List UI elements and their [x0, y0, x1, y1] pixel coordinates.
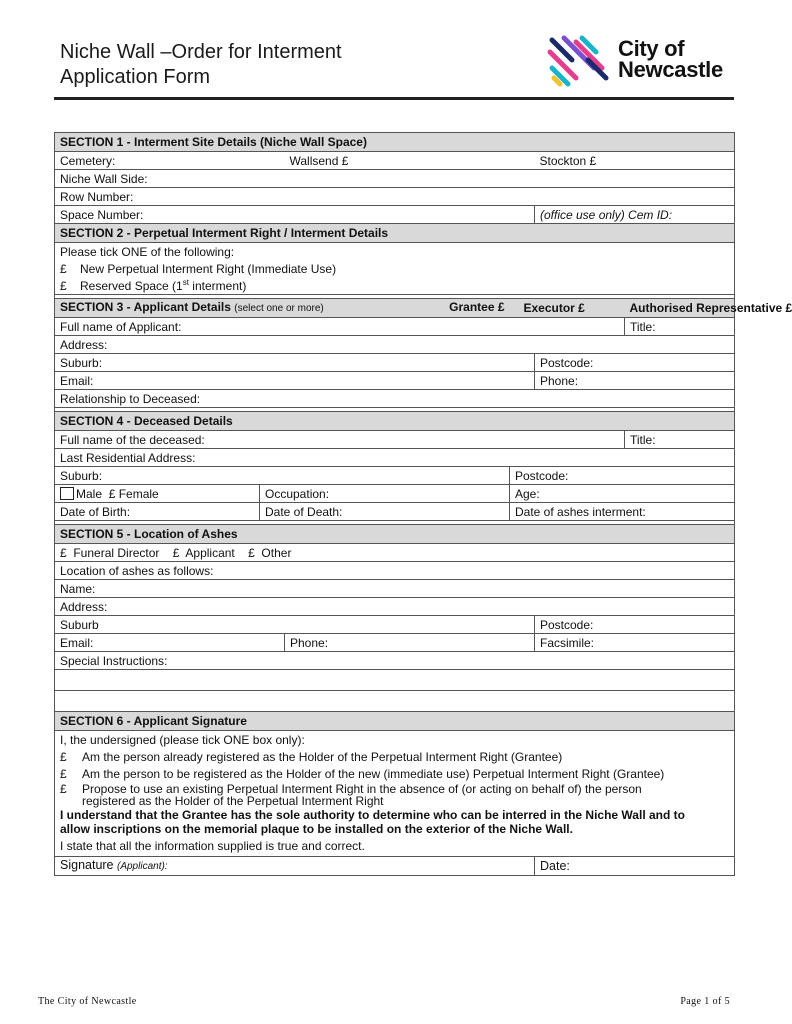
signature-field[interactable] [55, 857, 535, 876]
ashes-date-field[interactable]: Date of ashes interment: [510, 503, 735, 521]
application-form [54, 132, 792, 876]
page-title [60, 40, 342, 90]
ashes-email-field[interactable]: Email: [55, 634, 285, 652]
niche-wall-side-field[interactable]: Niche Wall Side: [55, 170, 735, 188]
gender-field[interactable] [55, 485, 260, 503]
checkbox-icon[interactable]: £ [60, 749, 67, 764]
signature-applicant-note: (Applicant): [117, 861, 168, 872]
executor-option[interactable]: Executor £ [510, 299, 625, 318]
checkbox-icon[interactable]: £ [60, 278, 67, 293]
authority-line-1: I understand that the Grantee has the sole authority to determine who can be interred in the Niche Wall and to [60, 808, 685, 822]
ashes-facsimile-field[interactable]: Facsimile: [535, 634, 735, 652]
section-3-title: SECTION 3 - Applicant Details [60, 300, 231, 314]
age-field[interactable]: Age: [510, 485, 735, 503]
grantee-new-label: Am the person to be registered as the Holder of the new (immediate use) Perpetual Interment Right (Grantee) [82, 766, 665, 781]
ashes-phone-field[interactable]: Phone: [285, 634, 535, 652]
option-reserved-sup: st [182, 277, 189, 287]
title-line-2: Application Form [60, 66, 211, 88]
ashes-location-label: Location of ashes as follows: [55, 562, 735, 580]
checkbox-icon[interactable]: £ [60, 766, 67, 781]
applicant-title-field[interactable]: Title: [625, 318, 735, 336]
authorised-rep-label: Authorised Representative £ [629, 301, 792, 315]
authority-line-2: allow inscriptions on the memorial plaque to be installed on the exterior of the Niche Wall. [60, 822, 573, 836]
male-checkbox-icon[interactable] [60, 487, 74, 500]
logo-line-1: City of [618, 36, 685, 61]
logo-line-2: Newcastle [618, 57, 723, 82]
section-1-heading: SECTION 1 - Interment Site Details (Niche Wall Space) [55, 133, 735, 152]
section-2-intro: Please tick ONE of the following: [55, 243, 735, 261]
grantee-option[interactable]: Grantee £ [449, 300, 505, 314]
ashes-name-field[interactable]: Name: [55, 580, 735, 598]
checkbox-icon[interactable]: £ [60, 782, 67, 796]
section-5-heading: SECTION 5 - Location of Ashes [55, 525, 735, 544]
existing-right-label-b: registered as the Holder of the Perpetual Interment Right [82, 794, 384, 808]
header-divider [54, 97, 734, 100]
occupation-field[interactable]: Occupation: [260, 485, 510, 503]
logo-stripes-icon [546, 32, 616, 88]
cemetery-label: Cemetery: [55, 152, 285, 170]
ashes-postcode-field[interactable]: Postcode: [535, 616, 735, 634]
date-field[interactable]: Date: [535, 857, 735, 876]
deceased-postcode-field[interactable]: Postcode: [510, 467, 735, 485]
dod-field[interactable]: Date of Death: [260, 503, 510, 521]
applicant-email-field[interactable]: Email: [55, 372, 535, 390]
grantee-existing-label: Am the person already registered as the Holder of the Perpetual Interment Right (Grantee) [82, 749, 563, 764]
existing-right-label-a: Propose to use an existing Perpetual Interment Right in the absence of (or acting on behalf of) the person [82, 782, 642, 796]
female-option[interactable]: £ Female [108, 486, 159, 501]
male-label: Male [76, 486, 103, 501]
logo-text [618, 38, 723, 80]
applicant-phone-field[interactable]: Phone: [535, 372, 735, 390]
section-2-heading: SECTION 2 - Perpetual Interment Right / Interment Details [55, 224, 735, 243]
option-reserved-label-b: interment) [188, 278, 247, 293]
grantee-existing-option[interactable] [55, 748, 735, 765]
dob-field[interactable]: Date of Birth: [55, 503, 260, 521]
applicant-name-field[interactable]: Full name of Applicant: [55, 318, 625, 336]
applicant-address-field[interactable]: Address: [55, 336, 735, 354]
city-logo [546, 32, 736, 88]
deceased-suburb-field[interactable]: Suburb: [55, 467, 510, 485]
office-use-cem-id: (office use only) Cem ID: [535, 206, 735, 224]
title-line-1: Niche Wall –Order for Interment [60, 41, 342, 63]
ashes-suburb-field[interactable]: Suburb [55, 616, 535, 634]
option-reserved-space[interactable] [55, 277, 735, 295]
grantee-authority-statement [55, 808, 735, 836]
applicant-postcode-field[interactable]: Postcode: [535, 354, 735, 372]
deceased-title-field[interactable]: Title: [625, 431, 735, 449]
ashes-address-field[interactable]: Address: [55, 598, 735, 616]
last-address-field[interactable]: Last Residential Address: [55, 449, 735, 467]
footer-page-number: Page 1 of 5 [680, 996, 730, 1007]
applicant-suburb-field[interactable]: Suburb: [55, 354, 535, 372]
option-new-right[interactable] [55, 260, 735, 277]
grantee-new-option[interactable] [55, 765, 735, 782]
signature-label: Signature [60, 858, 114, 872]
select-note: (select one or more) [234, 303, 324, 314]
space-number-field[interactable]: Space Number: [55, 206, 535, 224]
row-number-field[interactable]: Row Number: [55, 188, 735, 206]
section-6-intro: I, the undersigned (please tick ONE box only): [55, 731, 735, 749]
ashes-recipient-options[interactable]: £ Funeral Director £ Applicant £ Other [55, 544, 735, 562]
existing-right-option[interactable] [55, 782, 735, 808]
wallsend-option[interactable]: Wallsend £ [285, 152, 535, 170]
option-new-right-label: New Perpetual Interment Right (Immediate Use) [80, 261, 337, 276]
section-6-heading: SECTION 6 - Applicant Signature [55, 712, 735, 731]
special-instructions-line-1[interactable] [55, 670, 735, 691]
truth-statement: I state that all the information supplied is true and correct. [55, 836, 735, 857]
relationship-field[interactable]: Relationship to Deceased: [55, 390, 735, 408]
footer-org: The City of Newcastle [38, 996, 137, 1007]
special-instructions-line-2[interactable] [55, 691, 735, 712]
stockton-option[interactable]: Stockton £ [535, 152, 735, 170]
section-3-heading [55, 299, 510, 318]
special-instructions-label: Special Instructions: [55, 652, 735, 670]
authorised-rep-option[interactable] [625, 299, 792, 318]
deceased-name-field[interactable]: Full name of the deceased: [55, 431, 625, 449]
option-reserved-label-a: Reserved Space (1 [80, 278, 183, 293]
section-4-heading: SECTION 4 - Deceased Details [55, 412, 735, 431]
checkbox-icon[interactable]: £ [60, 261, 67, 276]
